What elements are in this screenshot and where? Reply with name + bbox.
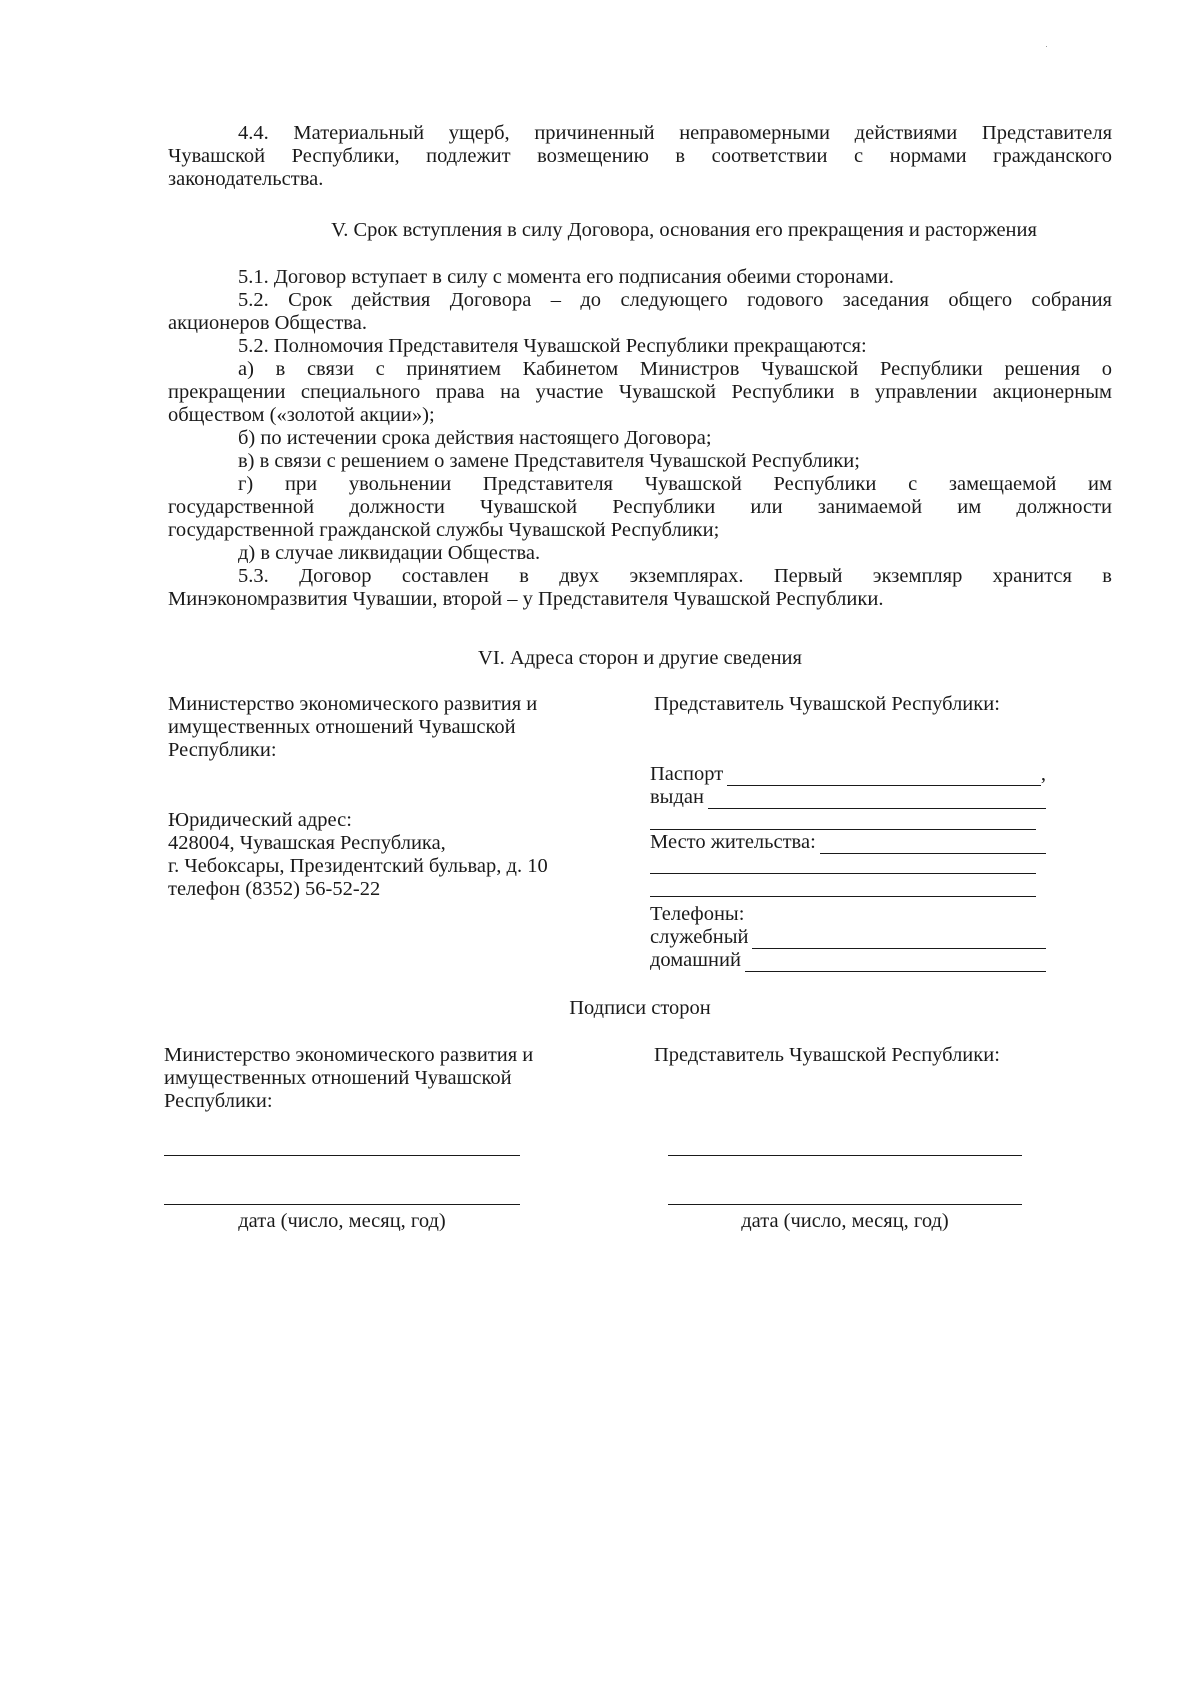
passport-row	[650, 763, 1046, 786]
date-line-left	[164, 1204, 520, 1205]
paragraph-5-1: 5.1. Договор вступает в силу с момента его подписания обеими сторонами.	[238, 266, 894, 288]
phones-label: Телефоны:	[650, 903, 745, 925]
residence-line	[820, 836, 1046, 854]
item-v: в) в связи с решением о замене Представителя Чувашской Республики;	[238, 450, 860, 472]
signature-ministry-line-2: имущественных отношений Чувашской	[164, 1067, 512, 1089]
passport-line	[727, 768, 1041, 786]
work-phone-line	[752, 931, 1046, 949]
signature-line-right	[668, 1155, 1022, 1156]
item-a-line-1: а) в связи с принятием Кабинетом Министров Чувашской Республики решения о	[238, 358, 1112, 380]
date-caption-right	[668, 1210, 1022, 1233]
item-a-line-2: прекращении специального права на участие Чувашской Республики в управлении акционерным	[168, 381, 1112, 403]
home-phone-row	[650, 949, 1046, 972]
ministry-block	[168, 693, 608, 762]
item-g-line-2: государственной должности Чувашской Республики или занимаемой им должности	[168, 496, 1112, 518]
section-5-heading-text: V. Срок вступления в силу Договора, основания его прекращения и расторжения	[331, 219, 1037, 241]
date-caption-left-text: дата (число, месяц, год)	[238, 1210, 446, 1232]
issued-extra-line	[650, 829, 1036, 830]
passport-field	[650, 763, 1046, 809]
representative-title-text: Представитель Чувашской Республики:	[654, 693, 1000, 715]
item-a-line-3: обществом («золотой акции»);	[168, 404, 435, 426]
address-line-1: 428004, Чувашская Республика,	[168, 832, 446, 854]
paragraph-5-2a-line-2: акционеров Общества.	[168, 312, 367, 334]
address-line-3: телефон (8352) 56-52-22	[168, 878, 381, 900]
date-line-right	[668, 1204, 1022, 1205]
ministry-name-line-1: Министерство экономического развития и	[168, 693, 538, 715]
signatures-heading	[0, 997, 1200, 1020]
passport-comma: ,	[1040, 763, 1046, 785]
item-g-line-1: г) при увольнении Представителя Чувашской Республики с замещаемой им	[238, 473, 1112, 495]
section-5-body	[168, 266, 1112, 611]
address-label: Юридический адрес:	[168, 809, 352, 831]
residence-extra-line-1	[650, 873, 1036, 874]
home-phone-line	[745, 954, 1046, 972]
signature-representative-block	[654, 1044, 1074, 1067]
section-6-heading	[0, 647, 1200, 670]
date-caption-right-text: дата (число, месяц, год)	[741, 1210, 949, 1232]
item-g-line-3: государственной гражданской службы Чувашской Республики;	[168, 519, 720, 541]
home-phone-label: домашний	[650, 949, 741, 971]
passport-label: Паспорт	[650, 763, 724, 785]
signature-representative-title: Представитель Чувашской Республики:	[654, 1044, 1000, 1066]
scan-speck	[1046, 46, 1047, 47]
residence-extra-line-2	[650, 896, 1036, 897]
ministry-name-line-2: имущественных отношений Чувашской	[168, 716, 516, 738]
paragraph-4-4-line-3: законодательства.	[168, 168, 324, 190]
representative-title	[654, 693, 1074, 716]
paragraph-4-4-line-1: 4.4. Материальный ущерб, причиненный неправомерными действиями Представителя	[238, 122, 1112, 144]
item-d: д) в случае ликвидации Общества.	[238, 542, 541, 564]
paragraph-5-2b: 5.2. Полномочия Представителя Чувашской Республики прекращаются:	[238, 335, 867, 357]
signature-ministry-block	[164, 1044, 604, 1113]
paragraph-4-4-line-2: Чувашской Республики, подлежит возмещению в соответствии с нормами гражданского	[168, 145, 1112, 167]
section-5-heading	[0, 219, 1200, 242]
paragraph-4-4	[168, 122, 1112, 191]
residence-label: Место жительства:	[650, 831, 816, 853]
signature-ministry-line-1: Министерство экономического развития и	[164, 1044, 534, 1066]
paragraph-5-2a-line-1: 5.2. Срок действия Договора – до следующего годового заседания общего собрания	[238, 289, 1112, 311]
signatures-heading-text: Подписи сторон	[569, 997, 711, 1019]
issued-row	[650, 786, 1046, 809]
address-line-2: г. Чебоксары, Президентский бульвар, д. 10	[168, 855, 548, 877]
residence-field	[650, 831, 1046, 854]
signature-ministry-line-3: Республики:	[164, 1090, 273, 1112]
ministry-name-line-3: Республики:	[168, 739, 277, 761]
phones-field	[650, 903, 1046, 972]
ministry-address-block	[168, 809, 608, 901]
residence-row	[650, 831, 1046, 854]
section-6-heading-text: VI. Адреса сторон и другие сведения	[478, 647, 802, 669]
date-caption-left	[164, 1210, 520, 1233]
work-phone-row	[650, 926, 1046, 949]
issued-label: выдан	[650, 786, 704, 808]
item-b: б) по истечении срока действия настоящего Договора;	[238, 427, 712, 449]
paragraph-5-3-line-2: Минэкономразвития Чувашии, второй – у Представителя Чувашской Республики.	[168, 588, 884, 610]
issued-line	[708, 791, 1046, 809]
signature-line-left	[164, 1155, 520, 1156]
work-phone-label: служебный	[650, 926, 749, 948]
paragraph-5-3-line-1: 5.3. Договор составлен в двух экземплярах. Первый экземпляр хранится в	[238, 565, 1112, 587]
